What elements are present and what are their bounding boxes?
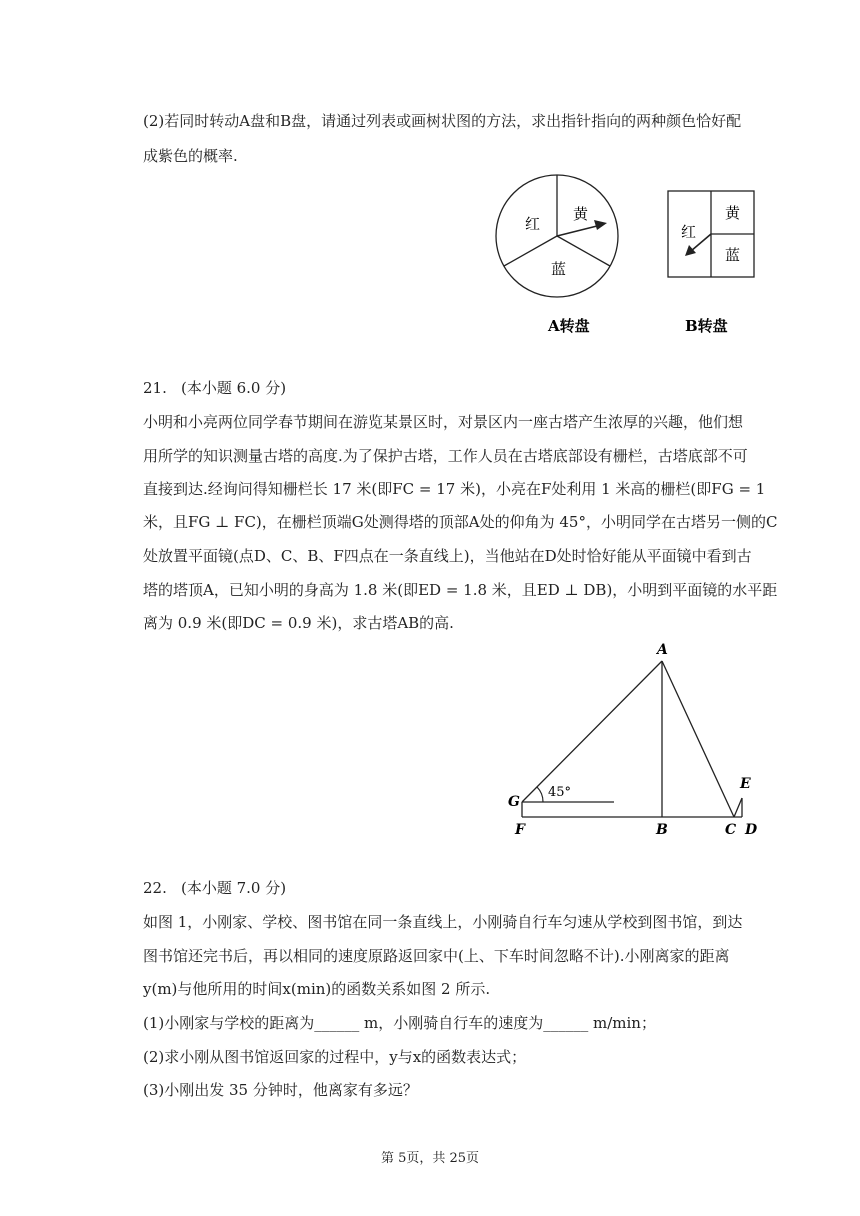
pointer-arrow-icon bbox=[594, 220, 607, 230]
page-footer: 第 5页，共 25页 bbox=[380, 1151, 480, 1166]
spinner-b-yellow: 黄 bbox=[725, 204, 741, 222]
q22-line-1: 如图 1，小刚家、学校、图书馆在同一条直线上，小刚骑自行车匀速从学校到图书馆，到达 bbox=[143, 913, 743, 931]
spinner-a-figure bbox=[495, 170, 625, 340]
q22-line-2: 图书馆还完书后，再以相同的速度原路返回家中(上、下车时间忽略不计).小刚离家的距离 bbox=[143, 947, 730, 965]
point-f: F bbox=[515, 822, 525, 838]
point-d: D bbox=[745, 822, 758, 838]
angle-label: 45° bbox=[548, 785, 572, 800]
q22-score: (本小题 7.0 分) bbox=[181, 879, 287, 897]
q21-line-5: 处放置平面镜(点D、C、B、F四点在一条直线上)，当他站在D处时恰好能从平面镜中看到古 bbox=[143, 547, 752, 565]
q21-line-3: 直接到达.经询问得知栅栏长 17 米(即FC = 17 米)，小亮在F处利用 1 米高的栅栏(即FG = 1 bbox=[143, 480, 766, 498]
q21-line-2: 用所学的知识测量古塔的高度.为了保护古塔，工作人员在古塔底部设有栅栏，古塔底部不可 bbox=[143, 447, 748, 465]
q21-number: 21. bbox=[143, 379, 167, 397]
spinner-a-red: 红 bbox=[525, 215, 541, 233]
spinner-b-blue: 蓝 bbox=[725, 246, 741, 264]
q22-line-4: (1)小刚家与学校的距离为______ m，小刚骑自行车的速度为______ m/min； bbox=[143, 1014, 656, 1032]
q21-header bbox=[143, 378, 286, 398]
spinner-a-yellow: 黄 bbox=[573, 205, 589, 223]
tower-figure bbox=[500, 638, 770, 843]
q21-line-7: 离为 0.9 米(即DC = 0.9 米)，求古塔AB的高. bbox=[143, 614, 454, 632]
q21-line-4: 米，且FG ⊥ FC)，在栅栏顶端G处测得塔的顶部A处的仰角为 45°，小明同学在古塔另一侧的C bbox=[143, 513, 778, 531]
q22-line-6: (3)小刚出发 35 分钟时，他离家有多远？ bbox=[143, 1081, 418, 1099]
spinner-b-figure bbox=[663, 188, 763, 340]
point-g: G bbox=[508, 794, 520, 810]
spinner-b-red: 红 bbox=[681, 223, 697, 241]
point-c: C bbox=[725, 822, 737, 838]
q21-score: (本小题 6.0 分) bbox=[181, 379, 287, 397]
pointer-arrow-icon bbox=[685, 245, 696, 256]
spinner-b-label: B转盘 bbox=[685, 317, 728, 335]
spinner-a-blue: 蓝 bbox=[551, 260, 567, 278]
q22-number: 22. bbox=[143, 879, 167, 897]
spinner-a-label: A转盘 bbox=[548, 317, 590, 335]
point-b: B bbox=[656, 822, 668, 838]
q22-line-5: (2)求小刚从图书馆返回家的过程中，y与x的函数表达式； bbox=[143, 1048, 527, 1066]
q22-header bbox=[143, 878, 286, 898]
q20-part2-line-1: (2)若同时转动A盘和B盘，请通过列表或画树状图的方法，求出指针指向的两种颜色恰好配 bbox=[143, 112, 742, 130]
q21-line-6: 塔的塔顶A，已知小明的身高为 1.8 米(即ED = 1.8 米，且ED ⊥ DB)，小明到平面镜的水平距 bbox=[143, 581, 778, 599]
point-a: A bbox=[657, 642, 668, 658]
point-e: E bbox=[740, 776, 751, 792]
q22-line-3: y(m)与他所用的时间x(min)的函数关系如图 2 所示. bbox=[143, 980, 491, 998]
q21-line-1: 小明和小亮两位同学春节期间在游览某景区时，对景区内一座古塔产生浓厚的兴趣，他们想 bbox=[143, 413, 744, 431]
q20-part2-line-2: 成紫色的概率. bbox=[143, 147, 238, 165]
